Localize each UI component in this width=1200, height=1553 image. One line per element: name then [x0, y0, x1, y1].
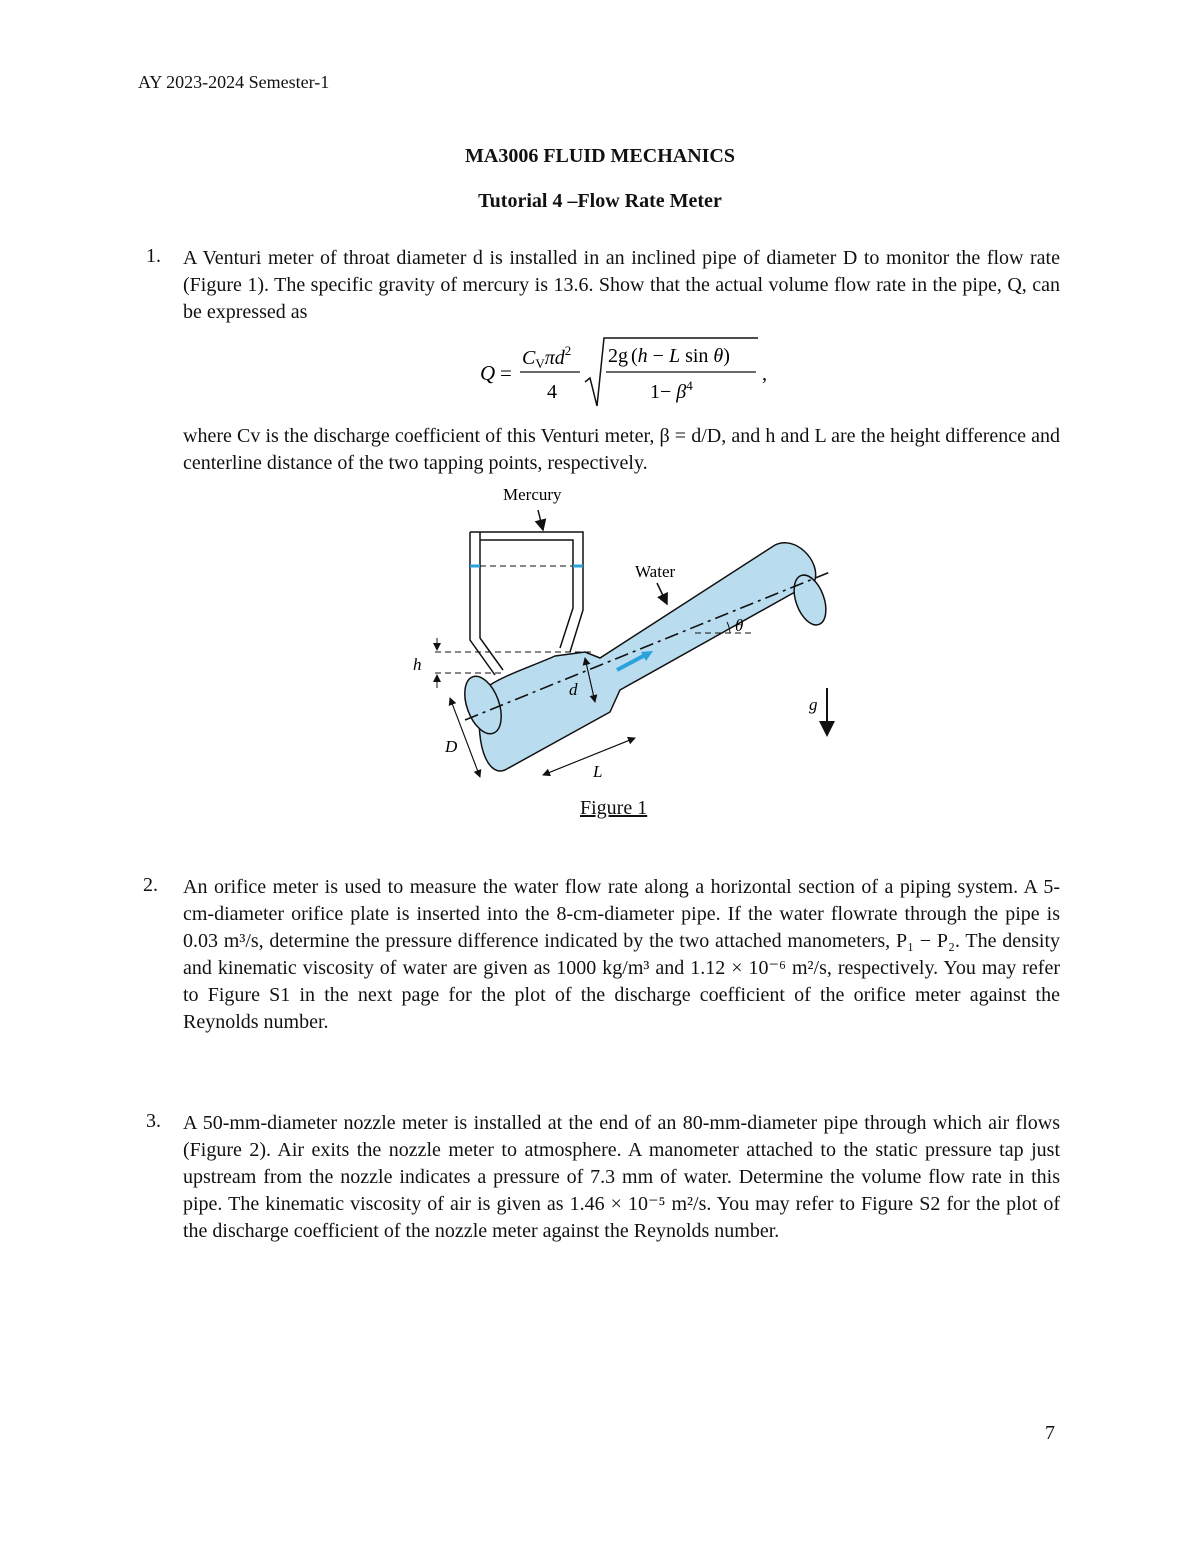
label-d: d: [569, 680, 578, 699]
tutorial-title: Tutorial 4 –Flow Rate Meter: [478, 190, 722, 212]
equation-graphic: [470, 334, 790, 414]
question-1-definitions: where Cv is the discharge coefficient of this Venturi meter, β = d/D, and h and L are the height difference and centerline distance of the two tapping points, respectively.: [183, 425, 1060, 474]
question-1-number: 1.: [146, 245, 161, 267]
label-h: h: [413, 655, 422, 674]
manometer-tube: [470, 532, 583, 675]
svg-text:2g(h − L sin θ): 2g (h − L sin θ): [608, 345, 730, 367]
figure-1: [395, 480, 845, 790]
label-D: D: [445, 737, 458, 756]
course-title: MA3006 FLUID MECHANICS: [465, 145, 735, 167]
flow-rate-equation: [470, 334, 790, 414]
svg-text:1− β4: $1- \beta^4$: [650, 378, 693, 403]
svg-text:=: =: [500, 361, 512, 385]
venturi-diagram: [395, 480, 845, 790]
label-water: Water: [635, 562, 676, 581]
question-3-number: 3.: [146, 1110, 161, 1132]
question-2-text: An orifice meter is used to measure the water flow rate along a horizontal section of a piping system. A 5-cm-diameter orifice plate is inserted into the 8-cm-diameter pipe. If the water flowrate through the pipe is 0.03 m³/s, determine the pressure difference indicated by the two attached manometers, P₁ − P₂. The density and kinematic viscosity of water are given as 1000 kg/m³ and 1.12 × 10⁻⁶ m²/s, respectively. You may refer to Figure S1 in the next page for the plot of the discharge coefficient of the orifice meter against the Reynolds number.: [183, 876, 1060, 1033]
page-number: 7: [1045, 1422, 1055, 1444]
question-2-number: 2.: [143, 874, 158, 896]
figure-1-caption: Figure 1: [580, 797, 648, 819]
pipe-centerline: [465, 572, 830, 720]
svg-text:,: ,: [762, 363, 767, 385]
label-L: L: [593, 762, 603, 781]
page-header: AY 2023-2024 Semester-1: [138, 72, 330, 92]
label-g: g: [809, 695, 818, 714]
svg-text:Q: Q: [480, 361, 496, 385]
label-theta: θ: [735, 616, 744, 635]
question-1-text: A Venturi meter of throat diameter d is installed in an inclined pipe of diameter D to monitor the flow rate (Figure 1). The specific gravity of mercury is 13.6. Show that the actual volume flow rate in the pipe, Q, can be expressed as: [183, 247, 1060, 323]
question-3-text: A 50-mm-diameter nozzle meter is installed at the end of an 80-mm-diameter pipe through which air flows (Figure 2). Air exits the nozzle meter to atmosphere. A manometer attached to the static pressure tap just upstream from the nozzle indicates a pressure of 7.3 mm of water. Determine the volume flow rate in this pipe. The kinematic viscosity of air is given as 1.46 × 10⁻⁵ m²/s. You may refer to Figure S2 for the plot of the discharge coefficient of the nozzle meter against the Reynolds number.: [183, 1112, 1060, 1242]
svg-text:4: 4: [547, 381, 557, 403]
label-mercury: Mercury: [503, 485, 562, 504]
svg-text:CVπd2: $C_V\pi d^2$: [522, 343, 572, 371]
